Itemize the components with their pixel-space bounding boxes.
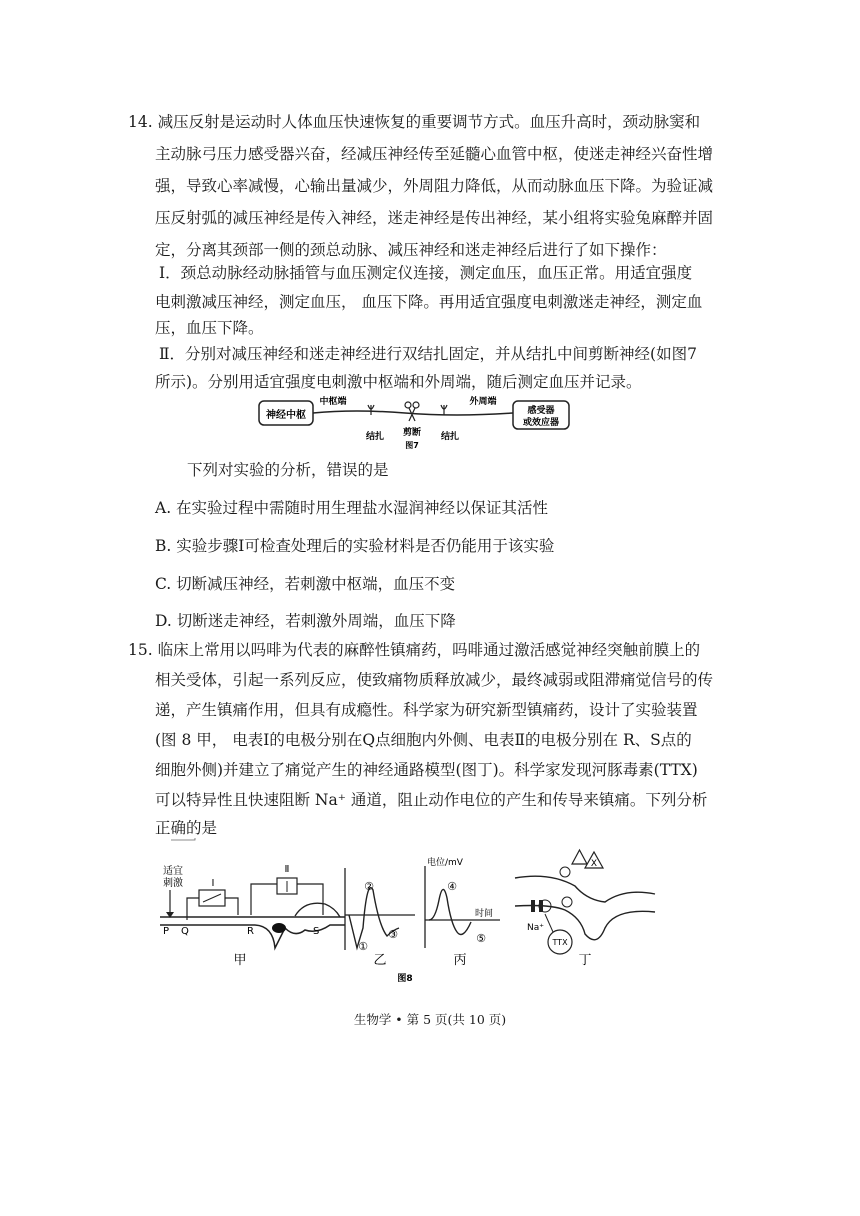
nucleus — [272, 923, 286, 933]
num-1: ① — [358, 940, 368, 953]
q14-step1-line-1: Ⅰ．颈总动脉经动脉插管与血压测定仪连接，测定血压，血压正常。用适宜强度 — [159, 264, 693, 282]
x-triangle — [572, 850, 587, 864]
num-4: ④ — [447, 880, 457, 893]
q14-line-1: 14. 减压反射是运动时人体血压快速恢复的重要调节方式。血压升高时，颈动脉窦和 — [128, 113, 701, 131]
point-s: S — [313, 926, 320, 937]
bing-xlabel: 时间 — [475, 909, 494, 919]
num-3: ③ — [388, 928, 398, 941]
q15-line-6: 可以特异性且快速阻断 Na⁺ 通道，阻止动作电位的产生和传导来镇痛。下列分析 — [155, 791, 708, 809]
center-end-label: 中枢端 — [319, 397, 347, 407]
ligature-right-mark — [441, 405, 447, 415]
meter-1-label: Ⅰ — [211, 878, 215, 889]
na-label: Na⁺ — [527, 923, 544, 933]
peripheral-end-label: 外周端 — [469, 397, 497, 407]
q15-line-2: 相关受体，引起一系列反应，使致痛物质释放减少，最终减弱或阻滞痛觉信号的传 — [155, 671, 714, 689]
q14-option-c: C. 切断减压神经，若刺激中枢端，血压不变 — [155, 575, 456, 593]
ligature-left-mark — [368, 405, 374, 415]
q14-stem: 下列对实验的分析，错误的是 — [187, 461, 389, 479]
q14-option-b: B. 实验步骤Ⅰ可检查处理后的实验材料是否仍能用于该实验 — [155, 537, 555, 555]
num-2: ② — [364, 880, 374, 893]
point-r: R — [247, 926, 254, 937]
bing-ylabel: 电位/mV — [427, 858, 463, 868]
meter-2-label: Ⅱ — [284, 864, 290, 875]
point-q: Q — [181, 926, 189, 937]
figure-8 — [155, 838, 675, 988]
ligature-right-label: 结扎 — [440, 432, 460, 442]
cut-label: 剪断 — [402, 428, 422, 438]
neuron-cell-body — [255, 925, 345, 948]
q15-line-3: 递，产生镇痛作用，但具有成瘾性。科学家为研究新型镇痛药，设计了实验装置 — [155, 701, 698, 719]
q14-option-a: A. 在实验过程中需随时用生理盐水湿润神经以保证其活性 — [155, 499, 549, 517]
q15-line-1: 15. 临床上常用以吗啡为代表的麻醉性镇痛药，吗啡通过激活感觉神经突触前膜上的 — [128, 641, 701, 659]
figure-8-caption: 图8 — [397, 974, 413, 984]
q14-step2-line-2: 所示)。分别用适宜强度电刺激中枢端和外周端，随后测定血压并记录。 — [155, 373, 642, 391]
page-footer: 生物学 • 第 5 页(共 10 页) — [353, 1012, 507, 1027]
synapse-membrane-top — [515, 876, 655, 902]
label-yi: 乙 — [373, 953, 387, 968]
q15-line-5: 细胞外侧)并建立了痛觉产生的神经通路模型(图丁)。科学家发现河豚毒素(TTX) — [155, 761, 698, 779]
q14-step1-line-2: 电刺激减压神经，测定血压， 血压下降。再用适宜强度电刺激迷走神经，测定血 — [155, 293, 703, 311]
q14-line-2: 主动脉弓压力感受器兴奋，经减压神经传至延髓心血管中枢，使迷走神经兴奋性增 — [155, 145, 714, 163]
q14-step1-line-3: 压，血压下降。 — [155, 319, 264, 337]
nerve-center-label: 神经中枢 — [266, 410, 306, 421]
q14-step2-line-1: Ⅱ．分别对减压神经和迷走神经进行双结扎固定，并从结扎中间剪断神经(如图7 — [159, 345, 697, 363]
q15-line-7: 正确的是 — [155, 819, 218, 837]
num-5: ⑤ — [476, 932, 486, 945]
stimulus-label-2: 刺激 — [163, 878, 183, 889]
q15-line-4: (图 8 甲， 电表Ⅰ的电极分别在Q点细胞内外侧、电表Ⅱ的电极分别在 R、S点的 — [155, 731, 692, 749]
scissors-icon — [405, 402, 419, 421]
figure-7-caption: 图7 — [405, 441, 419, 450]
effector-label-line2: 或效应器 — [522, 418, 560, 428]
figure-7 — [255, 393, 575, 451]
point-p: P — [163, 926, 170, 937]
ttx-label: TTX — [552, 938, 568, 947]
label-bing: 丙 — [453, 953, 467, 968]
q14-option-d: D. 切断迷走神经，若刺激外周端，血压下降 — [155, 612, 456, 630]
curve-bing — [429, 889, 471, 934]
effector-label-line1: 感受器 — [527, 406, 555, 416]
q14-line-3: 强，导致心率减慢，心输出量减少，外周阻力降低，从而动脉血压下降。为验证减 — [155, 177, 714, 195]
label-ding: 丁 — [578, 953, 592, 968]
x-label: X — [590, 859, 598, 869]
q14-line-5: 定，分离其颈部一侧的颈总动脉、减压神经和迷走神经后进行了如下操作： — [155, 241, 667, 259]
q14-line-4: 压反射弧的减压神经是传入神经，迷走神经是传出神经，某小组将实验兔麻醉并固 — [155, 209, 714, 227]
stimulus-label-1: 适宜 — [163, 866, 183, 877]
ligature-left-label: 结扎 — [365, 432, 385, 442]
label-jia: 甲 — [233, 953, 247, 968]
